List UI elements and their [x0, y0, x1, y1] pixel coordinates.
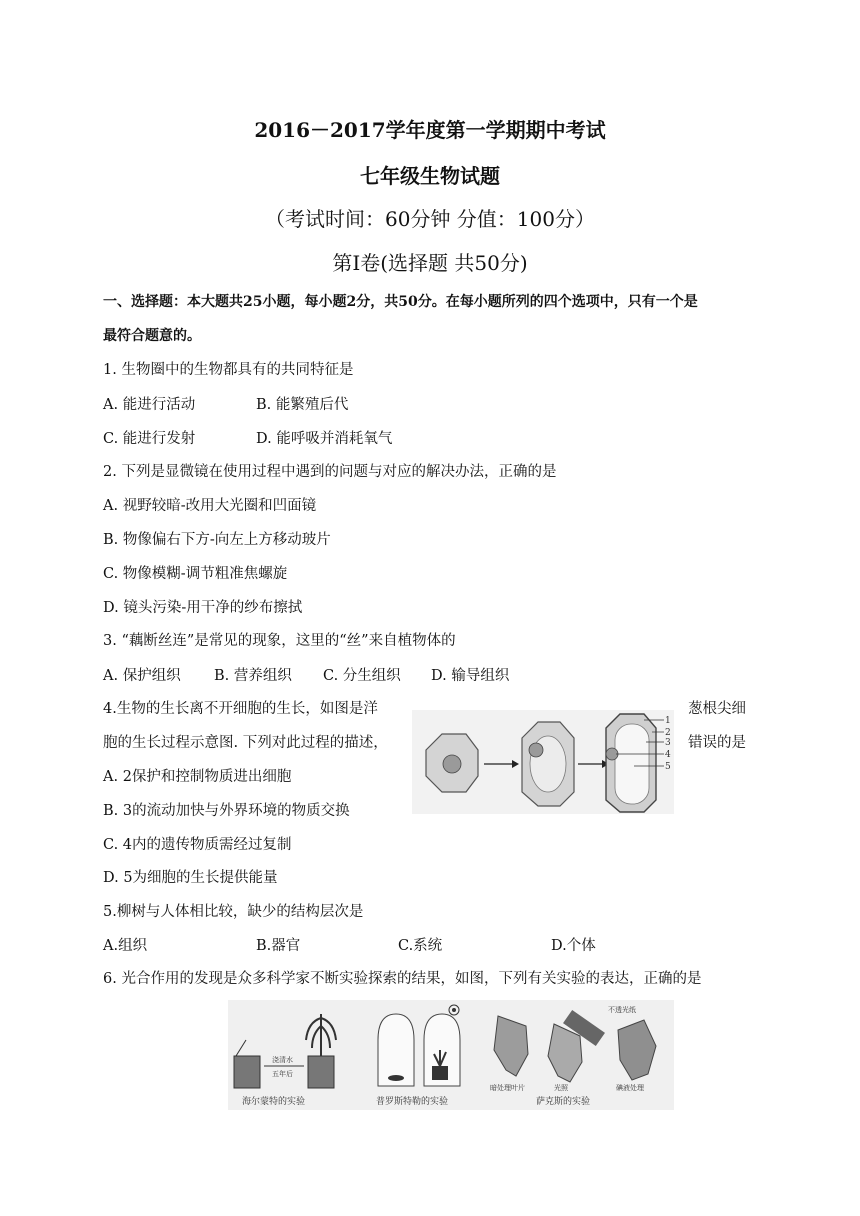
q3-option-c: C. 分生组织 — [323, 668, 401, 684]
figure-label-2: 2 — [665, 728, 671, 738]
figure-label-1: 1 — [665, 716, 671, 726]
question-6-stem: 6. 光合作用的发现是众多科学家不断实验探索的结果，如图，下列有关实验的表达，正确的是 — [103, 971, 702, 987]
section-instruction-line1: 一、选择题：本大题共25小题，每小题2分，共50分。在每小题所列的四个选项中，只有一个是 — [103, 294, 698, 310]
onion-cell-growth-figure — [412, 710, 674, 814]
figure-label-4: 4 — [665, 750, 671, 760]
q4-option-c: C. 4内的遗传物质需经过复制 — [103, 837, 292, 853]
figure-caption-helmont: 海尔蒙特的实验 — [242, 1097, 306, 1107]
question-2-stem: 2. 下列是显微镜在使用过程中遇到的问题与对应的解决办法，正确的是 — [103, 464, 557, 480]
question-4-stem-part3: 胞的生长过程示意图. 下列对此过程的描述， — [103, 735, 388, 751]
figure-caption-priestley: 普罗斯特勒的实验 — [376, 1097, 449, 1107]
q5-option-b: B.器官 — [256, 938, 301, 954]
q2-option-a: A. 视野较暗-改用大光圈和凹面镜 — [103, 498, 317, 514]
figure-caption-sachs: 萨克斯的实验 — [536, 1097, 591, 1107]
q4-option-a: A. 2保护和控制物质进出细胞 — [103, 769, 292, 785]
q3-option-b: B. 营养组织 — [214, 668, 292, 684]
figure-label-3: 3 — [665, 738, 671, 748]
question-5-stem: 5.柳树与人体相比较，缺少的结构层次是 — [103, 904, 364, 920]
question-4-stem-part4: 错误的是 — [688, 735, 746, 751]
q3-option-d: D. 输导组织 — [431, 668, 510, 684]
q5-option-d: D.个体 — [551, 938, 596, 954]
question-3-stem: 3. “藕断丝连”是常见的现象，这里的“丝”来自植物体的 — [103, 633, 456, 649]
q1-option-a: A. 能进行活动 — [103, 397, 196, 413]
exam-info: （考试时间：60分钟 分值：100分） — [265, 207, 595, 231]
q2-option-b: B. 物像偏右下方-向左上方移动玻片 — [103, 532, 331, 548]
q3-option-a: A. 保护组织 — [103, 668, 181, 684]
figure-label-water: 浇清水 — [272, 1056, 293, 1064]
q2-option-d: D. 镜头污染-用干净的纱布擦拭 — [103, 600, 303, 616]
subject-title: 七年级生物试题 — [360, 164, 500, 188]
exam-title: 2016－2017学年度第一学期期中考试 — [254, 118, 606, 142]
q4-option-b: B. 3的流动加快与外界环境的物质交换 — [103, 803, 350, 819]
q5-option-c: C.系统 — [398, 938, 443, 954]
figure-label-opaque-paper: 不透光纸 — [608, 1006, 636, 1014]
q1-option-d: D. 能呼吸并消耗氧气 — [256, 431, 393, 447]
question-4-stem-part2: 葱根尖细 — [688, 701, 746, 717]
figure-label-iodine: 碘液处理 — [616, 1084, 644, 1092]
figure-label-light: 光照 — [554, 1084, 568, 1092]
section-instruction-line2: 最符合题意的。 — [103, 328, 201, 344]
q4-option-d: D. 5为细胞的生长提供能量 — [103, 870, 278, 886]
question-1-stem: 1. 生物圈中的生物都具有的共同特征是 — [103, 362, 354, 378]
figure-label-5: 5 — [665, 762, 671, 772]
q5-option-a: A.组织 — [103, 938, 148, 954]
figure-label-dark-leaf: 暗处理叶片 — [490, 1084, 525, 1092]
figure-label-five-years: 五年后 — [272, 1070, 293, 1078]
photosynthesis-experiments-figure — [228, 1000, 674, 1110]
q1-option-c: C. 能进行发射 — [103, 431, 196, 447]
q2-option-c: C. 物像模糊-调节粗准焦螺旋 — [103, 566, 288, 582]
part-title: 第Ⅰ卷(选择题 共50分) — [332, 251, 528, 275]
question-4-stem-part1: 4.生物的生长离不开细胞的生长，如图是洋 — [103, 701, 378, 717]
q1-option-b: B. 能繁殖后代 — [256, 397, 349, 413]
